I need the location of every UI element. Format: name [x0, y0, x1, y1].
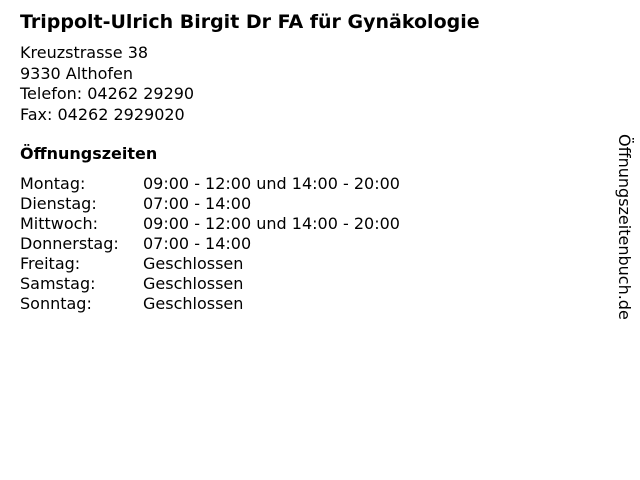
fax-number: Fax: 04262 2929020: [20, 104, 185, 124]
hours-row-monday: [20, 174, 400, 194]
day-label: Samstag:: [20, 274, 96, 293]
hours-row-sunday: [20, 294, 400, 314]
street-address: Kreuzstrasse 38: [20, 43, 149, 62]
address-block: [20, 43, 194, 125]
hours-row-thursday: [20, 234, 400, 254]
hours-row-friday: [20, 254, 400, 274]
day-label: Mittwoch:: [20, 214, 98, 233]
day-label: Montag:: [20, 174, 86, 193]
opening-hours-table: [20, 174, 400, 314]
time-value: 09:00 - 12:00 und 14:00 - 20:00: [143, 214, 400, 233]
time-value: Geschlossen: [143, 254, 244, 273]
opening-hours-heading: Öffnungszeiten: [20, 144, 158, 163]
phone-number: Telefon: 04262 29290: [20, 84, 195, 103]
city: 9330 Althofen: [20, 63, 134, 83]
time-value: Geschlossen: [143, 274, 244, 293]
hours-row-wednesday: [20, 214, 400, 234]
day-label: Freitag:: [20, 254, 81, 273]
time-value: 07:00 - 14:00: [143, 234, 252, 253]
time-value: 09:00 - 12:00 und 14:00 - 20:00: [143, 174, 400, 193]
hours-row-tuesday: [20, 194, 400, 214]
site-watermark: Öffnungszeitenbuch.de: [615, 134, 634, 320]
time-value: 07:00 - 14:00: [143, 194, 252, 213]
hours-row-saturday: [20, 274, 400, 294]
day-label: Dienstag:: [20, 194, 97, 213]
time-value: Geschlossen: [143, 294, 244, 313]
business-name: Trippolt-Ulrich Birgit Dr FA für Gynäkologie: [20, 11, 480, 33]
day-label: Sonntag:: [20, 294, 92, 313]
day-label: Donnerstag:: [20, 234, 119, 253]
